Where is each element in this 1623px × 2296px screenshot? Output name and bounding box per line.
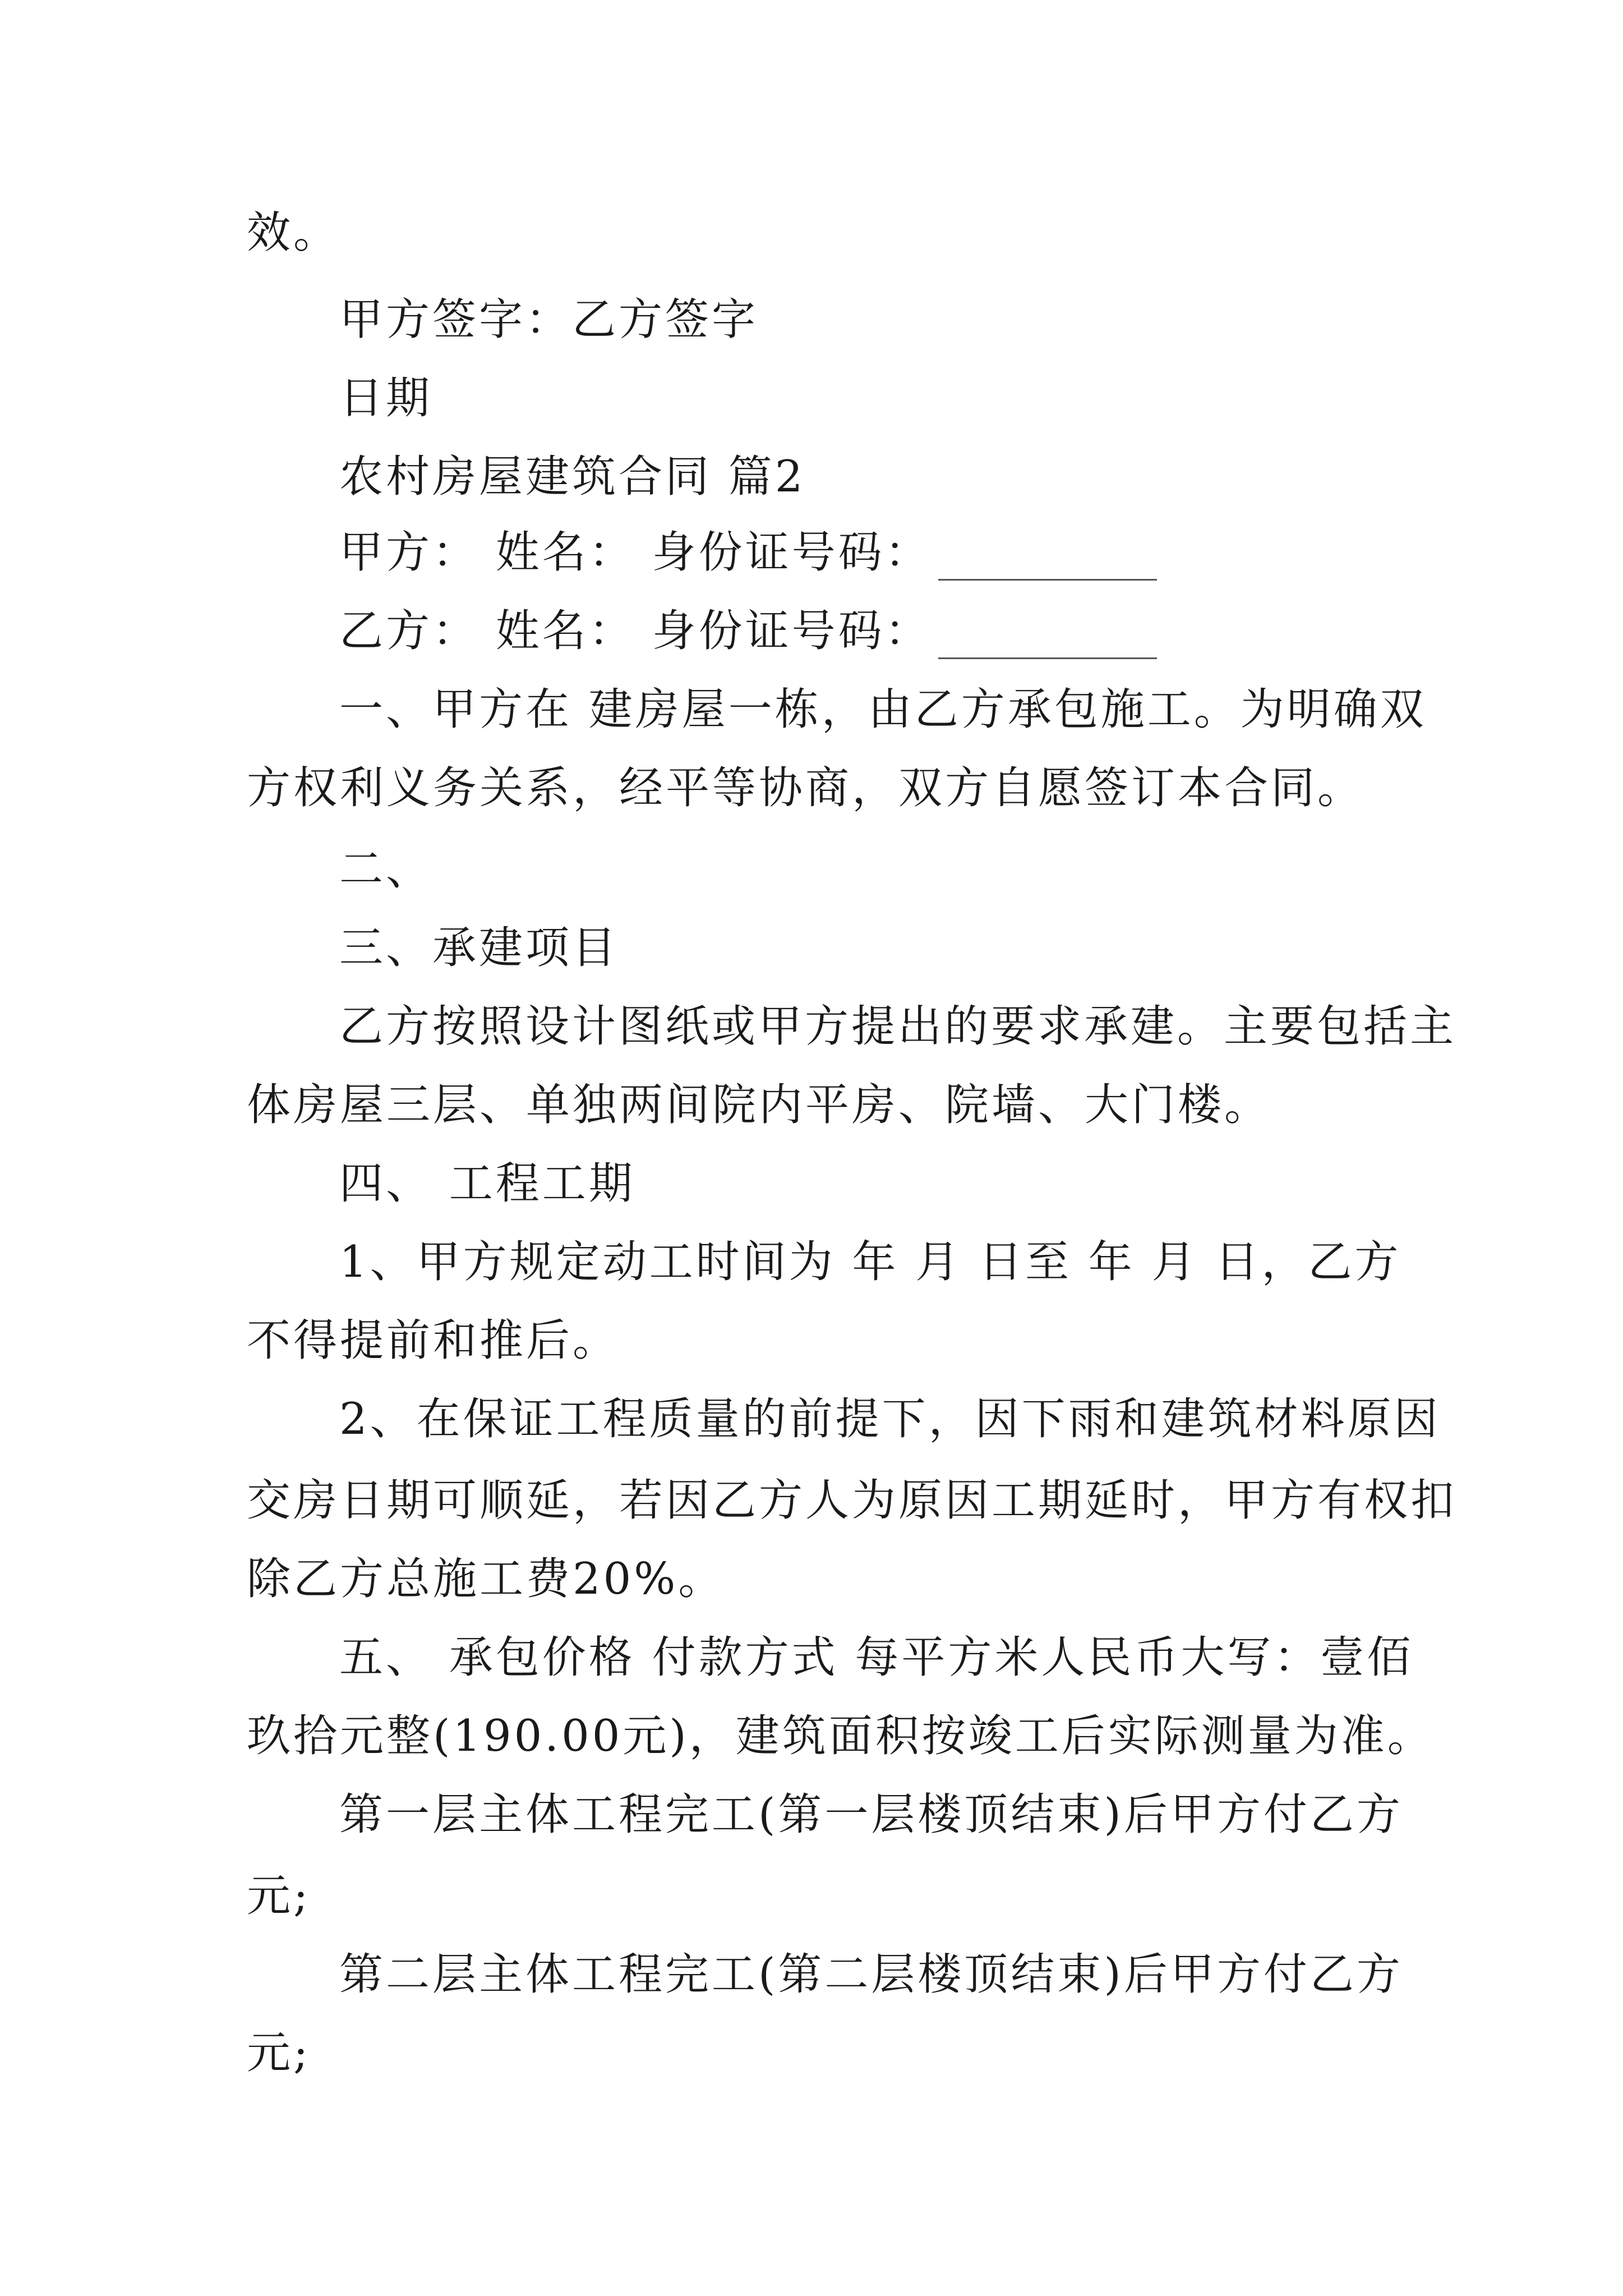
text-line: 交房日期可顺延，若因乙方人为原因工期延时，甲方有权扣 [247, 1475, 1458, 1526]
clause-heading: 三、承建项目 [339, 923, 619, 973]
text-line: 1、甲方规定动工时间为 年 月 日至 年 月 日，乙方 [339, 1237, 1401, 1287]
id-number-blank [938, 618, 1157, 659]
text-line: 体房屋三层、单独两间院内平房、院墙、大门楼。 [247, 1080, 1271, 1130]
text-line: 除乙方总施工费20%。 [247, 1554, 725, 1604]
text-line: 2、在保证工程质量的前提下，因下雨和建筑材料原因 [339, 1394, 1441, 1444]
party-a-label: 甲方： 姓名： 身份证号码： [339, 527, 932, 578]
text-line: 玖拾元整(190.00元)，建筑面积按竣工后实际测量为准。 [247, 1711, 1434, 1761]
text-line: 一、甲方在 建房屋一栋，由乙方承包施工。为明确双 [339, 684, 1427, 735]
text-line: 五、 承包价格 付款方式 每平方米人民币大写：壹佰 [339, 1632, 1414, 1683]
text-line: 效。 [247, 208, 340, 258]
party-b-label: 乙方： 姓名： 身份证号码： [339, 606, 932, 656]
text-line: 方权利义务关系，经平等协商，双方自愿签订本合同。 [247, 763, 1364, 813]
signature-line: 甲方签字：乙方签字 [339, 295, 759, 345]
text-line: 元; [247, 1871, 311, 1921]
text-line: 元; [247, 2028, 311, 2078]
text-line: 第一层主体工程完工(第一层楼顶结束)后甲方付乙方 [339, 1789, 1403, 1840]
party-a-line [339, 524, 1483, 581]
party-b-line [339, 603, 1483, 659]
section-heading: 农村房屋建筑合同 篇2 [339, 452, 806, 502]
text-line: 乙方按照设计图纸或甲方提出的要求承建。主要包括主 [339, 1001, 1457, 1052]
clause-heading: 二、 [339, 844, 433, 895]
text-line: 不得提前和推后。 [247, 1315, 620, 1366]
date-line: 日期 [339, 373, 433, 424]
text-line: 第二层主体工程完工(第二层楼顶结束)后甲方付乙方 [339, 1949, 1403, 2000]
clause-heading: 四、 工程工期 [339, 1158, 635, 1209]
id-number-blank [938, 540, 1157, 581]
